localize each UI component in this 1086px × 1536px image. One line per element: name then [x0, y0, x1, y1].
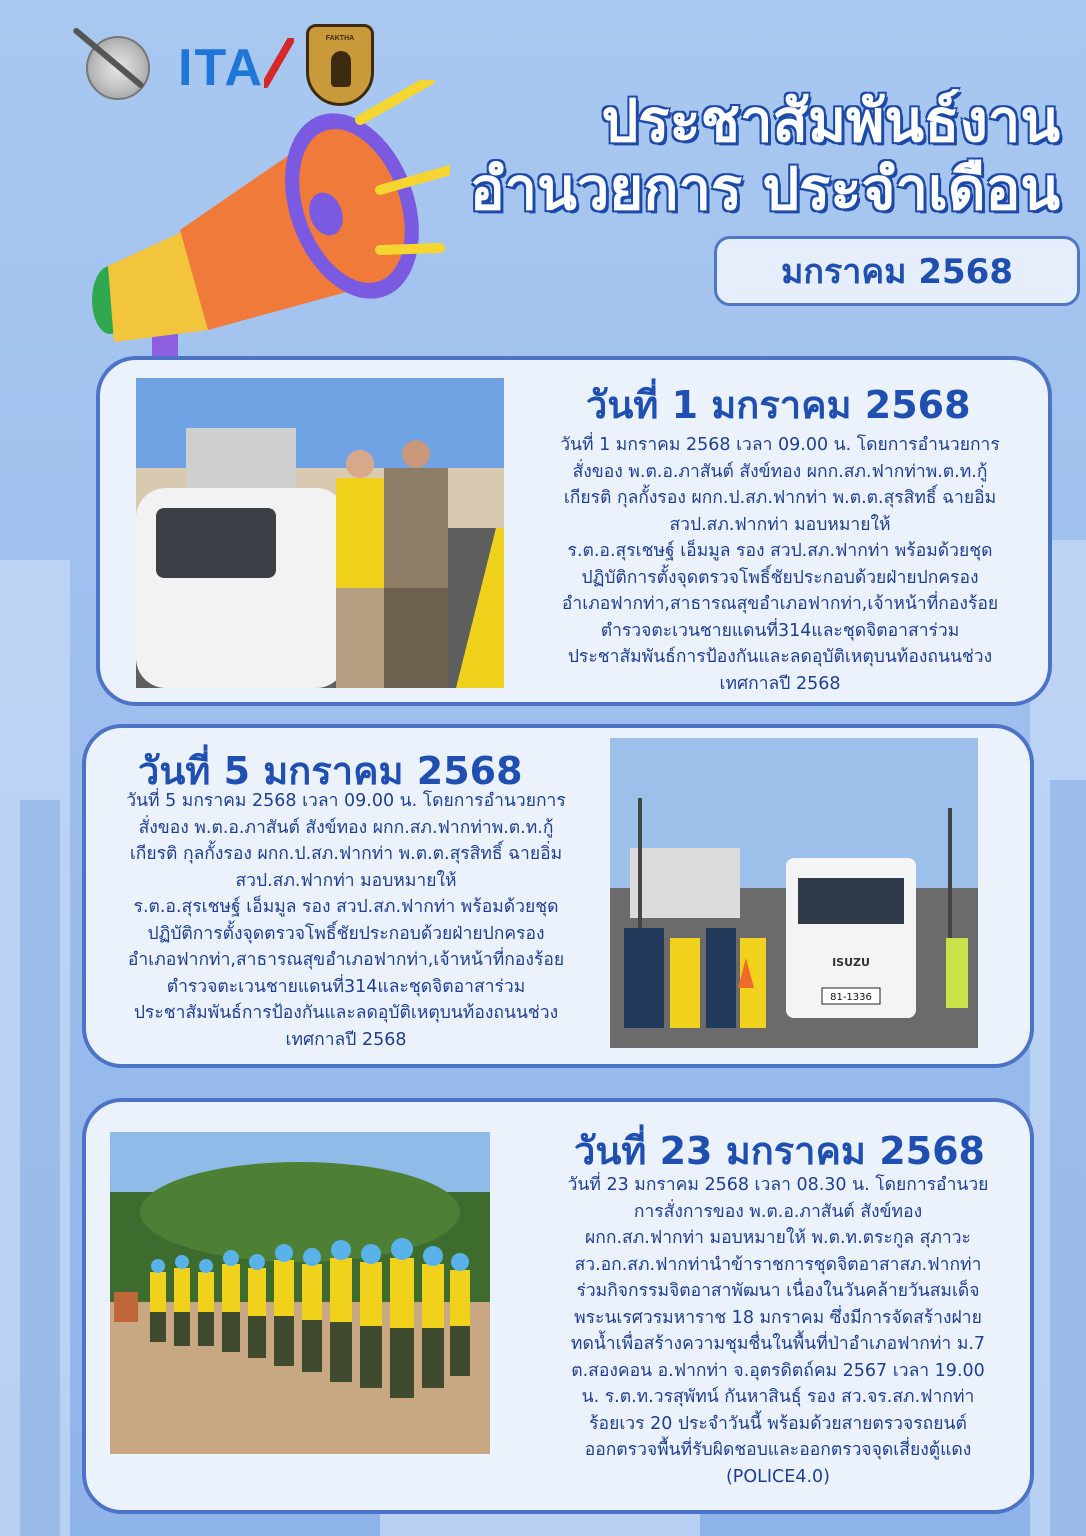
event-title: วันที่ 5 มกราคม 2568	[138, 749, 523, 793]
badge-text: FAKTHA	[325, 35, 355, 42]
month-badge: มกราคม 2568	[714, 236, 1080, 306]
text-line: ทดน้ำเพื่อสร้างความชุมชื่นในพื้นที่ป่าอำเภอฟากท่า ม.7	[570, 1334, 986, 1354]
truck-plate: 81-1336	[830, 992, 872, 1003]
text-line: วันที่ 23 มกราคม 2568 เวลา 08.30 น. โดยการอำนวย	[567, 1175, 989, 1195]
text-line: เกียรติ กุลกั้งรอง ผกก.ป.สภ.ฟากท่า พ.ต.ต.สุรสิทธิ์ ฉายอิ่ม	[129, 844, 563, 864]
text-line: ร.ต.อ.สุรเชษฐ์ เอ็มมูล รอง สวป.สภ.ฟากท่า พร้อมด้วยชุด	[567, 541, 993, 561]
text-line: ออกตรวจพื้นที่รับผิดชอบและออกตรวจจุดเสี่ยงตู้แดง	[584, 1440, 972, 1460]
text-line: สวป.สภ.ฟากท่า มอบหมายให้	[235, 870, 457, 891]
text-line: วันที่ 5 มกราคม 2568 เวลา 09.00 น. โดยการอำนวยการ	[126, 791, 566, 811]
text-line: ร.ต.อ.สุรเชษฐ์ เอ็มมูล รอง สวป.สภ.ฟากท่า พร้อมด้วยชุด	[133, 897, 559, 917]
ita-text: ITA	[178, 39, 264, 97]
text-line: ประชาสัมพันธ์การป้องกันและลดอุบัติเหตุบนท้องถนนช่วง	[133, 1003, 559, 1023]
event-photo-checkpoint	[136, 378, 504, 688]
text-line: เทศกาลปี 2568	[719, 673, 841, 694]
event-photo-truck-checkpoint	[610, 738, 978, 1048]
text-line: ผกก.สภ.ฟากท่า มอบหมายให้ พ.ต.ท.ตระกูล สุภาวะ	[585, 1228, 971, 1248]
event-card-2	[82, 724, 1034, 1068]
event-card-3	[82, 1098, 1034, 1514]
text-line: อำเภอฟากท่า,สาธารณสุขอำเภอฟากท่า,เจ้าหน้าที่กองร้อย	[127, 950, 565, 970]
page-title-line1: ประชาสัมพันธ์งาน	[601, 87, 1060, 155]
event-title: วันที่ 1 มกราคม 2568	[586, 383, 971, 427]
text-line: น. ร.ต.ท.วรสุพัทน์ กันหาสินธุ์ รอง สว.จร.สภ.ฟากท่า	[581, 1387, 975, 1407]
event-description	[538, 1172, 1018, 1490]
text-line: ตำรวจตะเวนชายแดนที่314และชุดจิตอาสาร่วม	[166, 976, 526, 997]
text-line: การสั่งการของ พ.ต.อ.ภาสันต์ สังข์ทอง	[633, 1201, 923, 1222]
text-line: อำเภอฟากท่า,สาธารณสุขอำเภอฟากท่า,เจ้าหน้าที่กองร้อย	[561, 594, 999, 614]
event-description	[96, 788, 596, 1053]
text-line: ต.สองคอน อ.ฟากท่า จ.อุตรดิตถ์คม 2567 เวลา 19.00	[571, 1360, 985, 1381]
text-line: สวป.สภ.ฟากท่า มอบหมายให้	[669, 514, 891, 535]
text-line: ร้อยเวร 20 ประจำวันนี้ พร้อมด้วยสายตรวจรถยนต์	[589, 1413, 967, 1434]
text-line: (POLICE4.0)	[725, 1466, 830, 1487]
page-title-line2: อำนวยการ ประจำเดือน	[469, 155, 1060, 223]
text-line: ประชาสัมพันธ์การป้องกันและลดอุบัติเหตุบนท้องถนนช่วง	[567, 647, 993, 667]
text-line: เทศกาลปี 2568	[285, 1029, 407, 1050]
text-line: ปฏิบัติการตั้งจุดตรวจโพธิ์ชัยประกอบด้วยฝ่ายปกครอง	[581, 567, 979, 588]
text-line: สว.อก.สภ.ฟากท่านำข้าราชการชุดจิตอาสาสภ.ฟากท่า	[574, 1254, 982, 1275]
event-photo-volunteers	[110, 1132, 490, 1454]
event-description	[530, 432, 1030, 697]
background-building	[20, 800, 60, 1536]
text-line: สั่งของ พ.ต.อ.ภาสันต์ สังข์ทอง ผกก.สภ.ฟากท่าพ.ต.ท.กู้	[138, 817, 554, 838]
text-line: สั่งของ พ.ต.อ.ภาสันต์ สังข์ทอง ผกก.สภ.ฟากท่าพ.ต.ท.กู้	[572, 461, 988, 482]
background-building	[1050, 780, 1086, 1536]
text-line: ปฏิบัติการตั้งจุดตรวจโพธิ์ชัยประกอบด้วยฝ่ายปกครอง	[147, 923, 545, 944]
megaphone-icon	[90, 80, 450, 370]
text-line: วันที่ 1 มกราคม 2568 เวลา 09.00 น. โดยการอำนวยการ	[560, 435, 1000, 455]
text-line: เกียรติ กุลกั้งรอง ผกก.ป.สภ.ฟากท่า พ.ต.ต.สุรสิทธิ์ ฉายอิ่ม	[563, 488, 997, 508]
text-line: พระนเรศวรมหาราช 18 มกราคม ซึ่งมีการจัดสร้างฝาย	[574, 1307, 982, 1328]
truck-brand: ISUZU	[832, 956, 870, 969]
event-card-1	[96, 356, 1052, 706]
text-line: ตำรวจตะเวนชายแดนที่314และชุดจิตอาสาร่วม	[600, 620, 960, 641]
event-title: วันที่ 23 มกราคม 2568	[574, 1129, 985, 1173]
text-line: ร่วมกิจกรรมจิตอาสาพัฒนา เนื่องในวันคล้ายวันสมเด็จ	[576, 1281, 980, 1301]
